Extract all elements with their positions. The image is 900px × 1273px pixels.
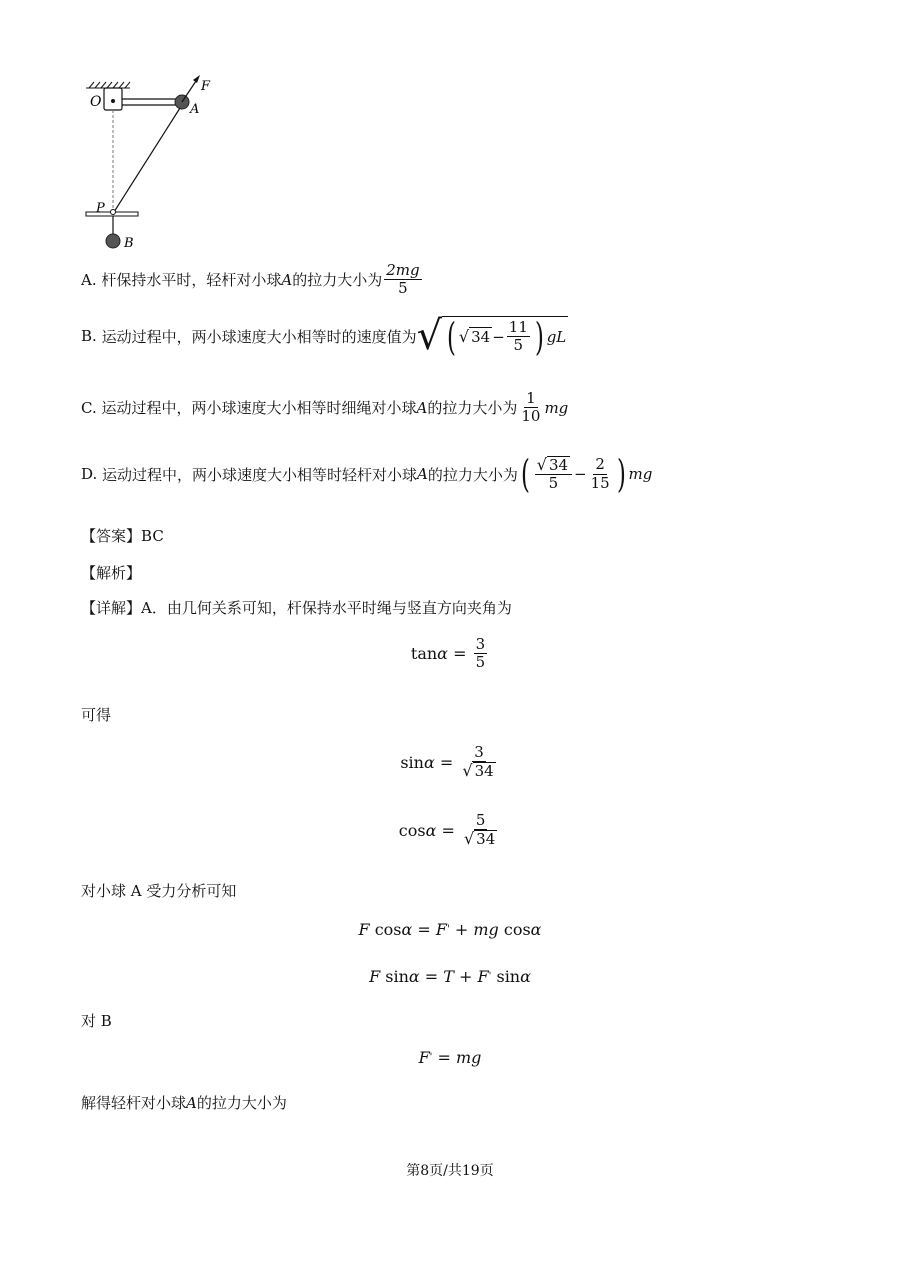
label-b: B [124,236,134,251]
equation-cos: cos α = 5 √ 34 [398,811,496,849]
ceiling-hatch [86,82,130,88]
force-arrow-head [193,75,200,83]
string-ap [114,108,180,212]
equation-tan: tan α = $\frac{3}{5}$ [410,635,486,672]
label-o: O [90,94,102,110]
option-a: A. 杆保持水平时，轻杆对小球 A 的拉力大小为 $\frac{2mg}{5}$ [81,261,420,298]
detail-line: 【详解】 A．由几何关系可知，杆保持水平时绳与竖直方向夹角为 [81,599,512,617]
text-kede: 可得 [81,706,112,724]
equation-1: F cos α = F ' + mg cos α [358,920,542,939]
option-d: D. 运动过程中，两小球速度大小相等时轻杆对小球 A 的拉力大小为 ( √ 34 5 − $\frac{2}{15}$ ) mg [81,452,653,496]
pivot-point [111,99,115,103]
option-c: C. 运动过程中，两小球速度大小相等时细绳对小球 A 的拉力大小为 $\frac{1}{10}$ mg [81,389,569,426]
option-b: B. 运动过程中，两小球速度大小相等时的速度值为 √ ( √ 34 − $\frac{11}{5}$ ) gL [81,313,567,359]
label-f: F [201,79,211,94]
text-solve: 解得轻杆对小球 A 的拉力大小为 [81,1093,287,1112]
text-force-a: 对小球 A 受力分析可知 [81,882,237,900]
equation-3: F ' = mg [418,1048,482,1067]
ball-b [106,234,120,248]
analysis-label: 【解析】 [81,564,142,582]
label-p: P [96,201,105,216]
physics-figure [80,72,230,257]
answer-line: 【答案】 BC [81,526,164,545]
outer-radical: √ ( √ 34 − $\frac{11}{5}$ ) gL [416,313,567,359]
page-footer: 第8页/共19页 [406,1163,494,1179]
label-a: A [190,102,200,117]
text-b: 对 B [81,1012,112,1030]
equation-sin: sin α = 3 √ 34 [400,743,494,781]
fraction: $\frac{2mg}{5}$ [386,261,420,298]
equation-2: F sin α = T + F ' sin α [369,967,531,986]
